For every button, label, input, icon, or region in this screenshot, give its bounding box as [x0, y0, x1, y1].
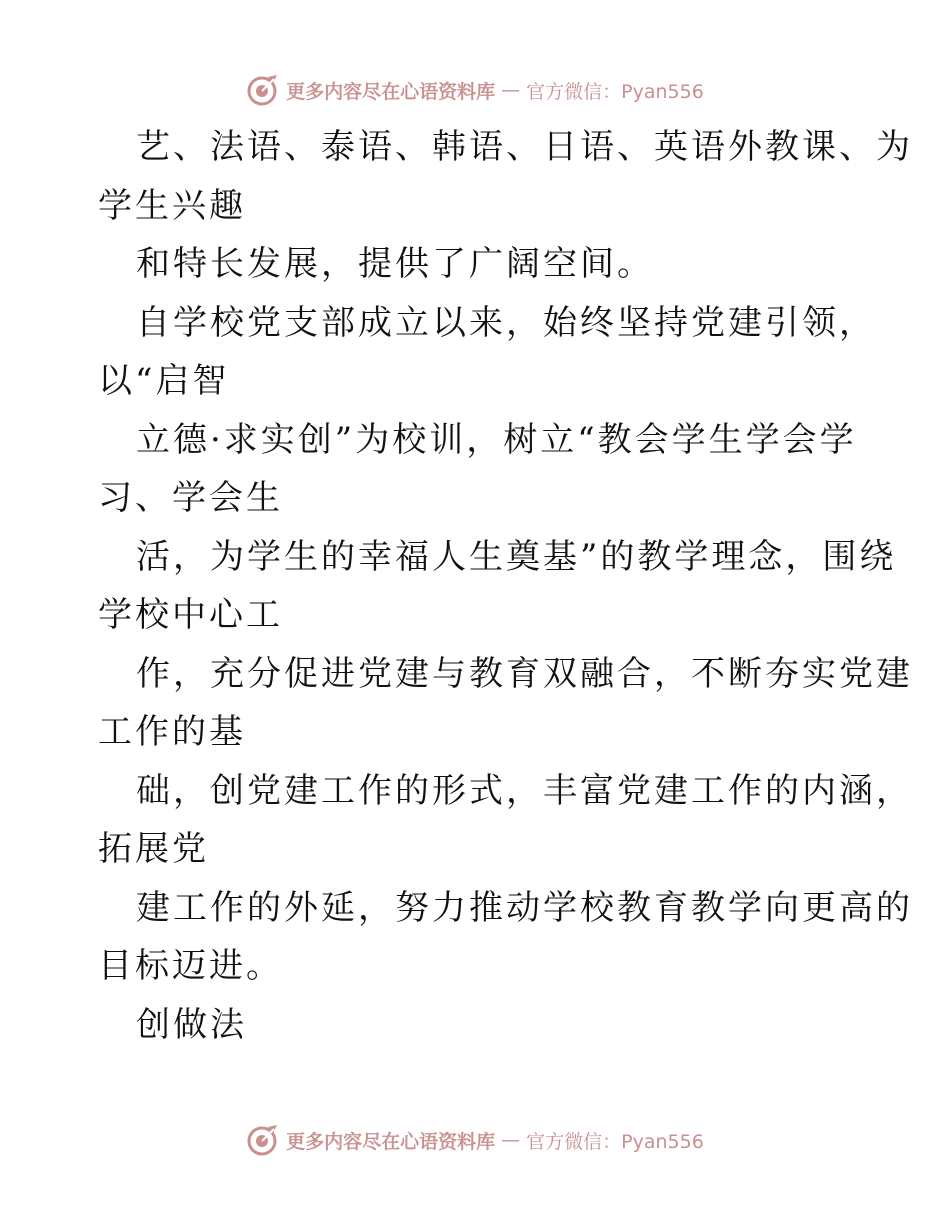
- text-line: 学校中心工: [98, 595, 283, 635]
- text-line: 以“启智: [98, 361, 230, 401]
- text-line: 建工作的外延，努力推动学校教育教学向更高的: [136, 887, 913, 928]
- quill-logo-icon: [246, 73, 280, 107]
- watermark-separator: —: [501, 79, 521, 101]
- header-watermark: [0, 70, 950, 110]
- watermark-separator: —: [501, 1129, 521, 1151]
- text-line: 自学校党支部成立以来，始终坚持党建引领，: [136, 302, 876, 343]
- text-line: 学生兴趣: [98, 185, 246, 226]
- text-line: 活，为学生的幸福人生奠基”的教学理念，围绕: [136, 536, 897, 577]
- text-line: 习、学会生: [98, 478, 283, 518]
- watermark-text: 更多内容尽在心语资料库: [286, 80, 496, 103]
- watermark-wechat: 官方微信：Pyan556: [526, 1130, 704, 1153]
- text-line: 创做法: [136, 1004, 247, 1045]
- watermark-wechat: 官方微信：Pyan556: [526, 80, 704, 103]
- text-line: 作，充分促进党建与教育双融合，不断夯实党建: [136, 653, 913, 694]
- footer-watermark: [0, 1120, 950, 1160]
- text-line: 拓展党: [98, 829, 209, 869]
- watermark-text: 更多内容尽在心语资料库: [286, 1130, 496, 1153]
- text-line: 立德·求实创”为校训，树立“教会学生学会学: [136, 419, 857, 460]
- text-line: 础，创党建工作的形式，丰富党建工作的内涵，: [136, 770, 913, 811]
- text-line: 艺、法语、泰语、韩语、日语、英语外教课、为: [136, 127, 913, 167]
- text-line: 工作的基: [98, 712, 246, 752]
- text-line: 和特长发展，提供了广阔空间。: [136, 244, 654, 284]
- text-line: 目标迈进。: [98, 946, 283, 986]
- quill-logo-icon: [246, 1123, 280, 1157]
- document-body: [98, 118, 913, 1054]
